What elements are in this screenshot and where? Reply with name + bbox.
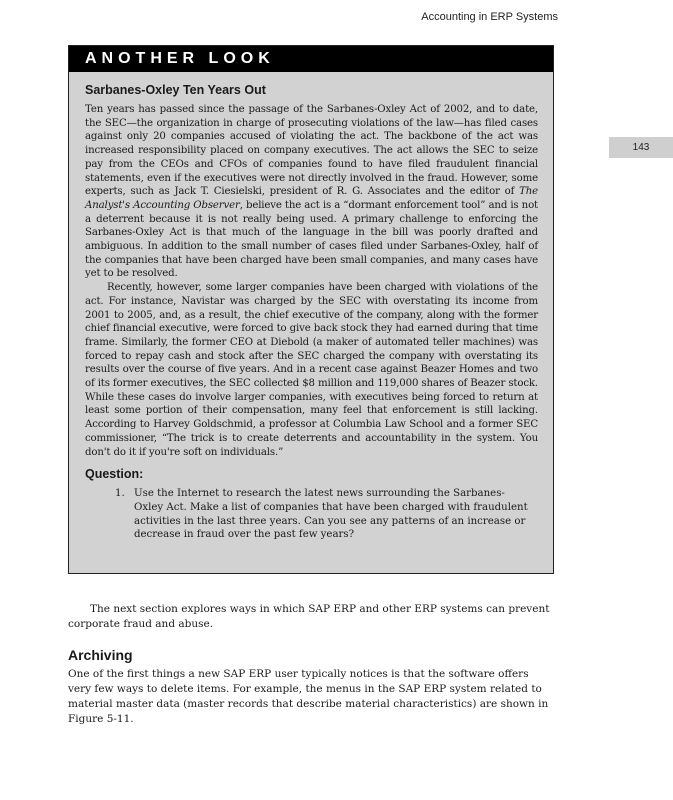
transition-paragraph: The next section explores ways in which SAP ERP and other ERP systems can prevent corporate fraud and abuse.: [68, 603, 550, 630]
question-heading: Question:: [85, 467, 144, 482]
box-title: Sarbanes-Oxley Ten Years Out: [85, 83, 266, 97]
question-text: Use the Internet to research the latest news surrounding the Sarbanes-Oxley Act. Make a list of companies that have been charged with fraudulent activities in the last three years. Can you see any patterns of an increase or decrease in fraud over the past few years?: [134, 488, 528, 541]
paragraph-1-text-a: Ten years has passed since the passage of the Sarbanes-Oxley Act of 2002, and to date, the SEC—the organization in charge of prosecuting violations of the law—has filed cases against only 20 companies accused of violating the act. The backbone of the act was increased responsibility placed on company executives. The act allows the SEC to seize pay from the CEOs and CFOs of companies found to have filed fraudulent financial statements, even if the executives were not directly involved in the fraud. However, some experts, such as Jack T. Ciesielski, president of R. G. Associates and the editor of: [85, 104, 538, 198]
section-paragraph: One of the first things a new SAP ERP user typically notices is that the software offers very few ways to delete items. For example, the menus in the SAP ERP system related to material master data (master records that describe material characteristics) are shown in Figure 5-11.: [68, 668, 549, 725]
paragraph-1-text-b: , believe the act is a “dormant enforcement tool” and is not a deterrent because it is not really being used. A primary challenge to enforcing the Sarbanes-Oxley Act is that much of the language in the bill was poorly drafted and ambiguous. In addition to the small number of cases filed under Sarbanes-Oxley, half of the companies that have been charged have been small companies, and many cases have yet to be resolved.: [85, 199, 538, 280]
running-head: Accounting in ERP Systems: [421, 11, 558, 23]
another-look-box: [68, 45, 554, 574]
box-paragraph-2: Recently, however, some larger companies have been charged with violations of the act. For instance, Navistar was charged by the SEC with overstating its income from 2001 to 2005, and, as a result, the chief executive of the company, along with the former chief financial executive, were forced to give back stock they had earned during that time frame. Similarly, the former CEO at Diebold (a maker of automated teller machines) was forced to repay cash and stock after the SEC charged the company with overstating its results over the course of five years. And in a recent case against Beazer Homes and two of its former executives, the SEC collected $8 million and 119,000 shares of Beazer stock. While these cases do involve larger companies, with executives being forced to return at least some portion of their compensation, many feel that enforcement is still lacking. According to Harvey Goldschmid, a professor at Columbia Law School and a former SEC commissioner, “The trick is to create deterrents and accountability in the system. You don't do it if you're soft on individuals.”: [85, 282, 538, 458]
box-paragraph-1: [85, 103, 538, 281]
publication-title: The Analyst's Accounting Observer: [85, 186, 538, 211]
page-number-tab: 143: [609, 137, 673, 158]
box-label: ANOTHER LOOK: [69, 46, 553, 72]
question-number: 1.: [115, 488, 125, 500]
box-content: [69, 72, 553, 542]
section-heading: Archiving: [68, 647, 133, 663]
question-item: [115, 487, 538, 542]
